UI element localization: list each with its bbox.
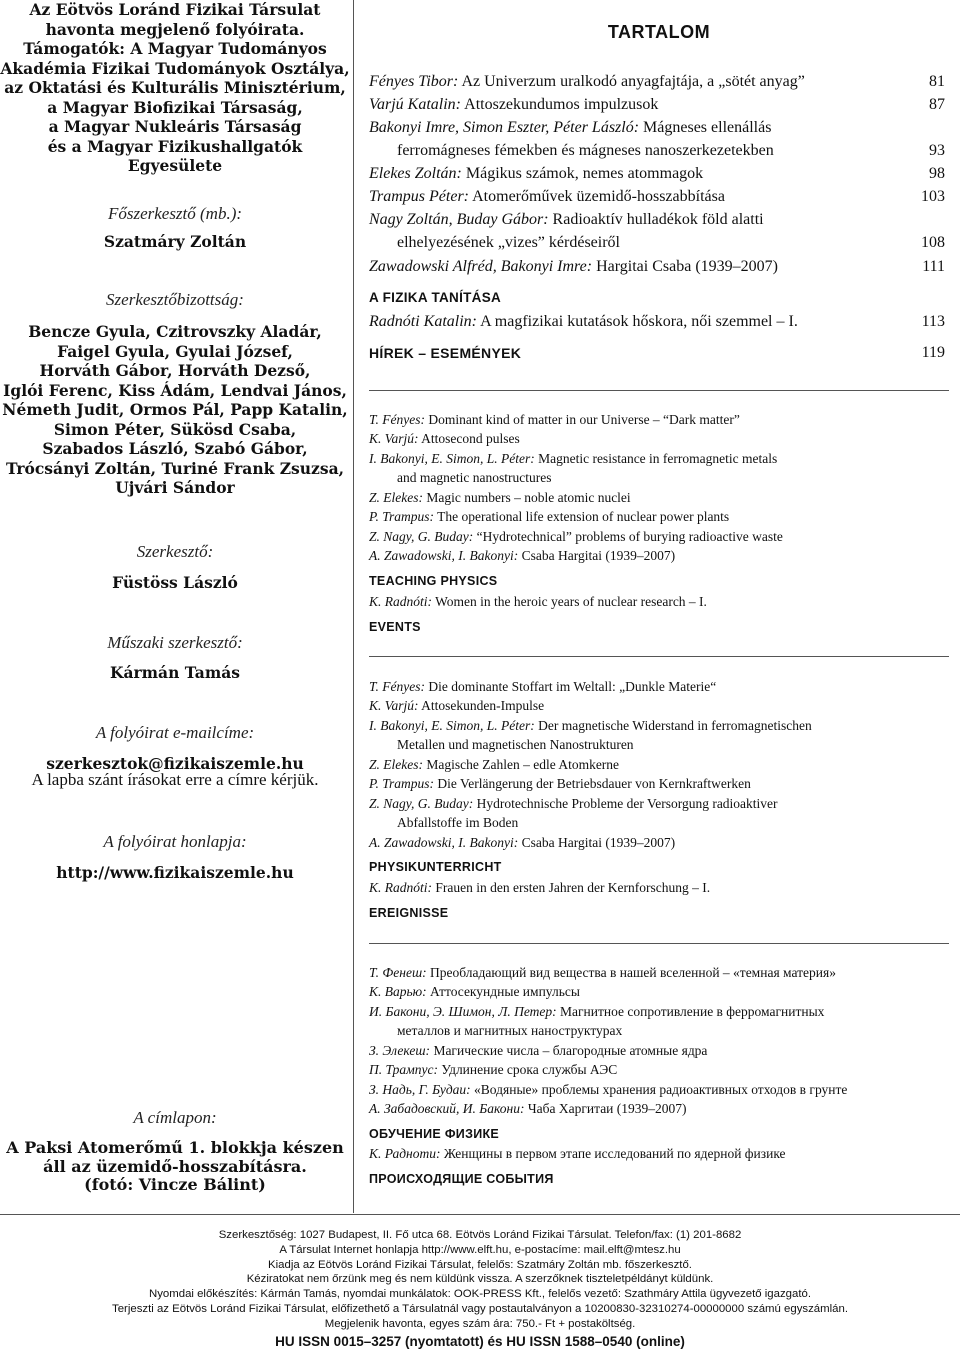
ru-entry: З. Элекеш: Магические числа – благородные атомные ядра bbox=[369, 1043, 708, 1058]
de-entry: Z. Nagy, G. Buday: Hydrotechnische Probleme der Versorgung radioaktiver bbox=[369, 796, 778, 811]
footer-line: A Társulat Internet honlapja http://www.elft.hu, e-postacíme: mail.elft@mtesz.hu bbox=[279, 1243, 681, 1256]
section-heading: PHYSIKUNTERRICHT bbox=[369, 860, 502, 874]
contents-column bbox=[369, 0, 949, 1200]
toc-entry[interactable]: Radnóti Katalin: A magfizikai kutatások hőskora, női szemmel – I. 113 bbox=[369, 313, 945, 330]
section-heading: EVENTS bbox=[369, 620, 421, 634]
footer-line: Terjeszti az Eötvös Loránd Fizikai Társulat, előfizethető a Társulatnál vagy postautalványon a 10200830-32310274-00000000 számú egyszámlán. bbox=[112, 1302, 848, 1315]
chief-editor-name: Szatmáry Zoltán bbox=[103, 232, 247, 251]
editor-label: Szerkesztő: bbox=[136, 542, 214, 561]
board-label: Szerkesztőbizottság: bbox=[106, 290, 244, 309]
email-address[interactable]: szerkesztok@fizikaiszemle.hu bbox=[46, 754, 304, 773]
toc-entry[interactable]: Varjú Katalin: Attoszekundumos impulzusok 87 bbox=[369, 96, 945, 113]
tech-editor-name: Kármán Tamás bbox=[109, 663, 241, 682]
board-line: Bencze Gyula, Czitrovszky Aladár, bbox=[28, 322, 322, 341]
email-label: A folyóirat e-mailcíme: bbox=[95, 723, 255, 742]
web-address[interactable]: http://www.fizikaiszemle.hu bbox=[56, 863, 294, 882]
publisher-line: az Oktatási és Kulturális Minisztérium, bbox=[4, 78, 346, 97]
toc-entry[interactable]: Trampus Péter: Atomerőművek üzemidő-hosszabbítása 103 bbox=[369, 188, 945, 205]
issn-line: HU ISSN 0015–3257 (nyomtatott) és HU ISSN 1588–0540 (online) bbox=[275, 1333, 685, 1349]
section-heading: A FIZIKA TANÍTÁSA bbox=[369, 290, 502, 305]
footer-line: Szerkesztőség: 1027 Budapest, II. Fő utca 68. Eötvös Loránd Fizikai Társulat. Telefon/fax: (1) 201-8682 bbox=[218, 1229, 742, 1241]
section-divider bbox=[369, 390, 949, 391]
toc-entry-continued[interactable]: elhelyezésének „vizes” kérdéseiről 108 bbox=[397, 234, 945, 251]
column-divider bbox=[353, 0, 354, 1213]
toc-entry[interactable]: Zawadowski Alfréd, Bakonyi Imre: Hargitai Csaba (1939–2007) 111 bbox=[369, 258, 945, 275]
publisher-line: Az Eötvös Loránd Fizikai Társulat bbox=[29, 0, 321, 19]
ru-entry: Т. Фенеш: Преобладающий вид вещества в нашей вселенной – «темная материя» bbox=[369, 965, 836, 980]
toc-entry[interactable]: Fényes Tibor: Az Univerzum uralkodó anyagfajtája, a „sötét anyag” 81 bbox=[369, 73, 945, 90]
board-line: Faigel Gyula, Gyulai József, bbox=[57, 341, 293, 361]
publisher-line: Akadémia Fizikai Tudományok Osztálya, bbox=[0, 58, 350, 78]
cover-line: áll az üzemidő-hosszabításra. bbox=[43, 1156, 307, 1176]
cover-line: (fotó: Vincze Bálint) bbox=[84, 1175, 266, 1194]
en-entry: A. Zawadowski, I. Bakonyi: Csaba Hargitai (1939–2007) bbox=[369, 548, 676, 563]
de-entry: T. Fényes: Die dominante Stoffart im Weltall: „Dunkle Materie“ bbox=[369, 679, 717, 694]
footer-divider bbox=[0, 1214, 960, 1215]
footer-line: Kiadja az Eötvös Loránd Fizikai Társulat, felelős: Szatmáry Zoltán mb. főszerkesztő. bbox=[268, 1258, 692, 1271]
en-entry: T. Fényes: Dominant kind of matter in our Universe – “Dark matter” bbox=[369, 412, 740, 427]
web-label: A folyóirat honlapja: bbox=[103, 832, 247, 851]
chief-editor-label: Főszerkesztő (mb.): bbox=[107, 204, 243, 223]
board-line: Horváth Gábor, Horváth Dezső, bbox=[39, 361, 311, 380]
toc-entry-continued[interactable]: ferromágneses fémekben és mágneses nanoszerkezetekben 93 bbox=[397, 142, 945, 159]
en-entry: K. Varjú: Attosecond pulses bbox=[369, 431, 520, 446]
board-line: Ujvári Sándor bbox=[115, 478, 235, 497]
en-entry: P. Trampus: The operational life extension of nuclear power plants bbox=[369, 509, 730, 524]
publisher-line: Támogatók: A Magyar Tudományos bbox=[23, 39, 327, 58]
de-entry-continued: Abfallstoffe im Boden bbox=[397, 815, 519, 830]
footer-imprint bbox=[0, 1228, 960, 1349]
publisher-line: havonta megjelenő folyóirata. bbox=[45, 19, 305, 39]
email-note: A lapba szánt írásokat erre a címre kérjük. bbox=[31, 770, 319, 789]
toc-entry[interactable]: Bakonyi Imre, Simon Eszter, Péter László: Mágneses ellenállás bbox=[369, 119, 772, 136]
tech-editor-label: Műszaki szerkesztő: bbox=[107, 633, 243, 652]
de-entry: I. Bakonyi, E. Simon, L. Péter: Der magnetische Widerstand in ferromagnetischen bbox=[369, 718, 812, 733]
section-divider bbox=[369, 656, 949, 657]
ru-entry: А. Забадовский, И. Бакони: Чаба Харгитаи (1939–2007) bbox=[369, 1101, 687, 1116]
de-entry: Z. Elekes: Magische Zahlen – edle Atomkerne bbox=[369, 757, 620, 772]
section-heading: TEACHING PHYSICS bbox=[369, 574, 498, 588]
board-line: Trócsányi Zoltán, Turiné Frank Zsuzsa, bbox=[5, 458, 345, 478]
en-entry: Z. Nagy, G. Buday: “Hydrotechnical” problems of burying radioactive waste bbox=[369, 529, 783, 544]
board-line: Szabados László, Szabó Gábor, bbox=[42, 439, 308, 458]
cover-label: A címlapon: bbox=[133, 1108, 217, 1127]
en-entry-continued: and magnetic nanostructures bbox=[397, 470, 552, 485]
board-line: Németh Judit, Ormos Pál, Papp Katalin, bbox=[2, 400, 348, 419]
ru-entry: К. Варью: Аттосекундные импульсы bbox=[369, 984, 580, 999]
section-heading: ОБУЧЕНИЕ ФИЗИКЕ bbox=[369, 1127, 500, 1141]
toc-title: TARTALOM bbox=[607, 22, 711, 42]
en-entry: I. Bakonyi, E. Simon, L. Péter: Magnetic resistance in ferromagnetic metals bbox=[369, 451, 778, 466]
section-heading: ПРОИСХОДЯЩИЕ СОБЫТИЯ bbox=[369, 1172, 554, 1186]
de-entry-continued: Metallen und magnetischen Nanostrukturen bbox=[397, 737, 634, 752]
section-heading: EREIGNISSE bbox=[369, 906, 449, 920]
section-divider bbox=[369, 943, 949, 944]
board-line: Simon Péter, Sükösd Csaba, bbox=[53, 419, 297, 439]
publisher-line: a Magyar Biofizikai Társaság, bbox=[47, 97, 303, 117]
toc-entry[interactable]: Elekes Zoltán: Mágikus számok, nemes atommagok 98 bbox=[369, 165, 945, 182]
footer-line: Nyomdai előkészítés: Kármán Tamás, nyomdai munkálatok: OOK-PRESS Kft., felelős vezető: Szathmáry Attila ügyvezető igazgató. bbox=[148, 1288, 811, 1301]
toc-entry[interactable]: HÍREK – ESEMÉNYEK 119 bbox=[369, 344, 945, 361]
ru-entry: К. Радноти: Женщины в первом этапе исследований по ядерной физике bbox=[369, 1146, 786, 1161]
de-entry: K. Varjú: Attosekunden-Impulse bbox=[369, 698, 545, 713]
de-entry: A. Zawadowski, I. Bakonyi: Csaba Hargitai (1939–2007) bbox=[369, 835, 676, 850]
toc-entry[interactable]: Nagy Zoltán, Buday Gábor: Radioaktív hulladékok föld alatti bbox=[369, 211, 764, 228]
footer-line: Kéziratokat nem őrzünk meg és nem küldünk vissza. A szerzőknek tiszteletpéldányt küldünk. bbox=[246, 1273, 714, 1286]
ru-entry-continued: металлов и магнитных наноструктурах bbox=[397, 1023, 623, 1038]
publisher-block bbox=[0, 0, 350, 176]
en-entry: Z. Elekes: Magic numbers – noble atomic nuclei bbox=[369, 490, 631, 505]
ru-entry: И. Бакони, Э. Шимон, Л. Петер: Магнитное сопротивление в ферромагнитных bbox=[369, 1004, 825, 1019]
editor-name: Füstöss László bbox=[112, 573, 238, 592]
board-line: Iglói Ferenc, Kiss Ádám, Lendvai János, bbox=[3, 380, 347, 400]
de-entry: K. Radnóti: Frauen in den ersten Jahren der Kernforschung – I. bbox=[369, 880, 711, 895]
en-entry: K. Radnóti: Women in the heroic years of nuclear research – I. bbox=[369, 594, 707, 609]
publisher-line: és a Magyar Fizikushallgatók Egyesülete bbox=[47, 136, 303, 175]
publisher-line: a Magyar Nukleáris Társaság bbox=[48, 117, 302, 136]
ru-entry: П. Трампус: Удлинение срока службы АЭС bbox=[369, 1062, 618, 1077]
ru-entry: З. Надь, Г. Будаи: «Водяные» проблемы хранения радиоактивных отходов в грунте bbox=[369, 1082, 848, 1097]
board-members bbox=[0, 322, 350, 498]
footer-line: Megjelenik havonta, egyes szám ára: 750.- Ft + postaköltség. bbox=[324, 1317, 636, 1330]
cover-caption bbox=[0, 1139, 350, 1195]
cover-line: A Paksi Atomerőmű 1. blokkja készen bbox=[6, 1138, 344, 1157]
de-entry: P. Trampus: Die Verlängerung der Betriebsdauer von Kernkraftwerken bbox=[369, 776, 751, 791]
